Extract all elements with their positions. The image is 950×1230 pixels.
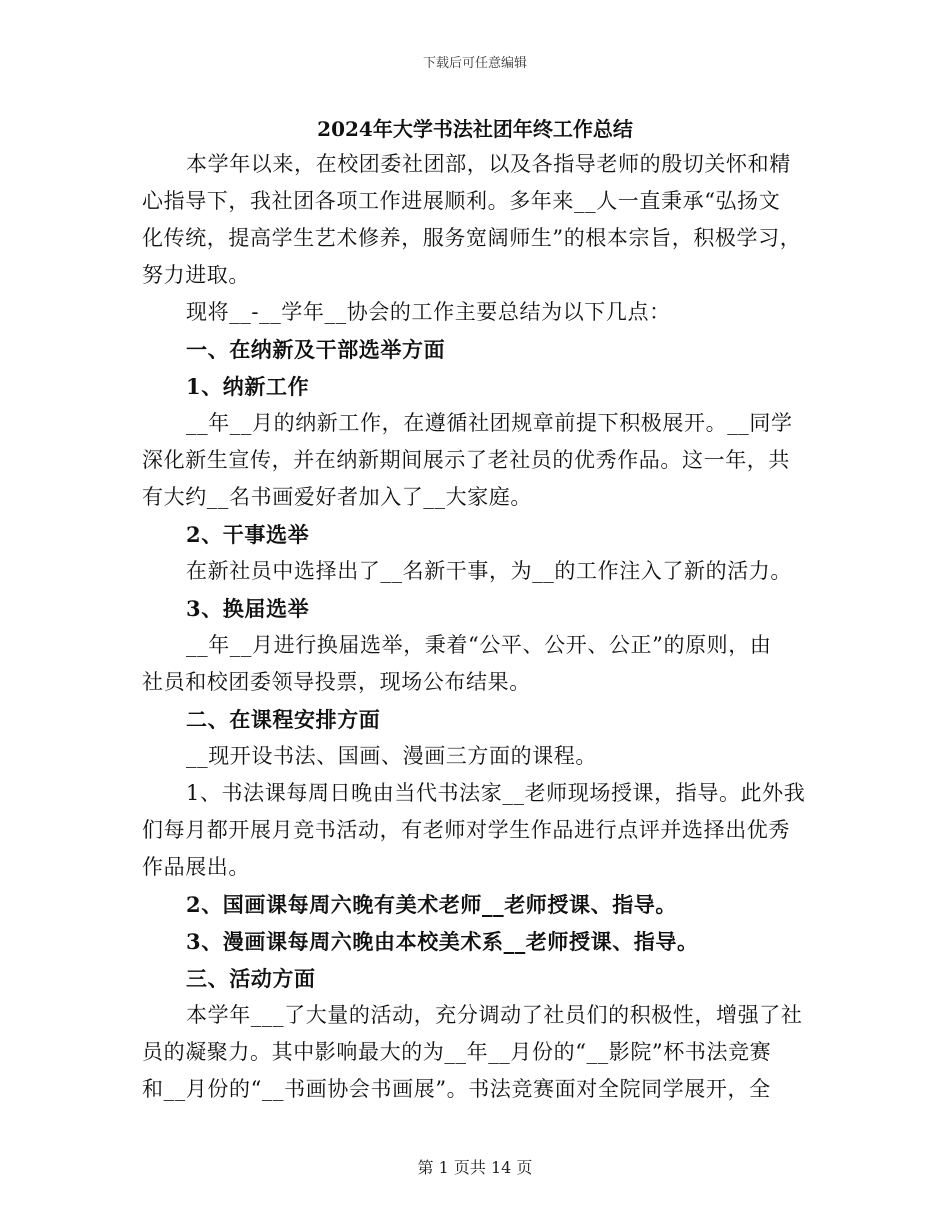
body-line-bold: 3、漫画课每周六晚由本校美术系__老师授课、指导。 [186, 929, 699, 954]
body-line: 本学年___了大量的活动，充分调动了社员们的积极性，增强了社 [186, 1003, 803, 1027]
body-line: 和__月份的“__书画协会书画展”。书法竞赛面对全院同学展开，全 [142, 1077, 771, 1101]
subsection-heading: 2、干事选举 [186, 522, 310, 547]
section-heading: 一、在纳新及干部选举方面 [186, 337, 446, 362]
body-line: 化传统，提高学生艺术修养，服务宽阔师生”的根本宗旨，积极学习， [142, 226, 802, 250]
body-line: 现将__-__学年__协会的工作主要总结为以下几点： [186, 300, 671, 324]
body-line-bold: 2、国画课每周六晚有美术老师__老师授课、指导。 [186, 892, 678, 917]
body-line: 作品展出。 [142, 855, 250, 879]
subsection-heading: 3、换届选举 [186, 596, 310, 621]
body-line: __现开设书法、国画、漫画三方面的课程。 [186, 744, 597, 768]
body-line: 社员和校团委领导投票，现场公布结果。 [142, 670, 531, 694]
body-line: 有大约__名书画爱好者加入了__大家庭。 [142, 485, 532, 509]
document-title: 2024年大学书法社团年终工作总结 [317, 117, 633, 141]
body-line: 在新社员中选择出了__名新干事，为__的工作注入了新的活力。 [186, 559, 792, 583]
body-line: 心指导下，我社团各项工作进展顺利。多年来__人一直秉承“弘扬文 [142, 189, 781, 213]
body-line: 努力进取。 [142, 263, 250, 287]
document-body [142, 146, 814, 1108]
body-line: 们每月都开展月竞书活动，有老师对学生作品进行点评并选择出优秀 [142, 818, 790, 842]
section-heading: 二、在课程安排方面 [186, 707, 381, 732]
body-line: __年__月进行换届选举，秉着“公平、公开、公正”的原则，由 [186, 633, 772, 657]
body-line: 员的凝聚力。其中影响最大的为__年__月份的“__影院”杯书法竞赛 [142, 1040, 772, 1064]
header-note: 下载后可任意编辑 [422, 56, 527, 71]
page-footer: 第 1 页共 14 页 [417, 1158, 533, 1177]
body-line: 本学年以来，在校团委社团部，以及各指导老师的殷切关怀和精 [186, 152, 791, 176]
body-line: __年__月的纳新工作，在遵循社团规章前提下积极展开。__同学 [186, 411, 793, 435]
section-heading: 三、活动方面 [186, 966, 316, 991]
body-line: 1、书法课每周日晚由当代书法家__老师现场授课，指导。此外我 [186, 781, 806, 805]
subsection-heading: 1、纳新工作 [186, 374, 310, 399]
body-line: 深化新生宣传，并在纳新期间展示了老社员的优秀作品。这一年，共 [142, 448, 790, 472]
